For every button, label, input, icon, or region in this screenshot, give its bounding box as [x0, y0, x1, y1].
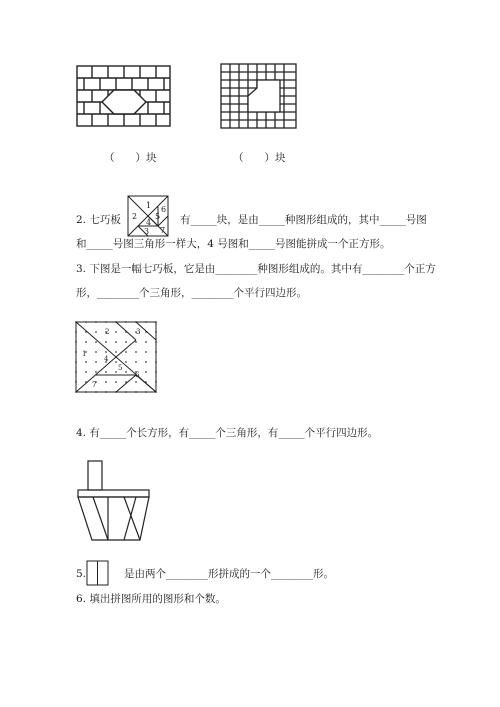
tangram-small-label-4: 4 — [146, 218, 152, 227]
tangram-small-label-1: 1 — [146, 201, 152, 210]
q2-lead: 2. 七巧板 — [76, 214, 121, 226]
tangram-small-label-5: 5 — [155, 212, 161, 221]
tangram-dotgrid-label-4: 4 — [104, 355, 109, 363]
tangram-dotgrid-label-5: 5 — [118, 364, 123, 372]
answer-blank-left[interactable]: （ ）块 — [104, 152, 157, 164]
q4-line: 4. 有_____个长方形，有_____个三角形，有_____个平行四边形。 — [76, 427, 379, 439]
tangram-dotgrid-label-3: 3 — [136, 328, 141, 336]
q5-text: 是由两个________形拼成的一个________形。 — [124, 568, 334, 580]
tangram-dotgrid-label-2: 2 — [105, 328, 110, 336]
tangram-dotgrid-label-1: 1 — [82, 350, 87, 358]
tangram-dotgrid-label-6: 6 — [135, 371, 140, 379]
q3-line2: 形，________个三角形，________个平行四边形。 — [76, 287, 307, 299]
q5-number: 5. — [76, 568, 87, 580]
tangram-dotgrid-label-7: 7 — [92, 381, 97, 389]
tangram-small-label-3: 3 — [144, 227, 150, 236]
tangram-small-label-2: 2 — [132, 212, 138, 221]
q2-line2: 和_____号图三角形一样大，4 号图和_____号图能拼成一个正方形。 — [76, 238, 391, 250]
q2-line1: 有_____块，是由_____种图形组成的，其中_____号图 — [180, 214, 427, 226]
tangram-small-label-7: 7 — [160, 226, 166, 235]
q6-line: 6. 填出拼图所用的图形和个数。 — [76, 593, 226, 605]
q3-line1: 3. 下图是一幅七巧板，它是由________种图形组成的。其中有________个正方 — [76, 263, 436, 275]
tangram-small-label-6: 6 — [161, 205, 167, 214]
answer-blank-right[interactable]: （ ）块 — [233, 152, 286, 164]
